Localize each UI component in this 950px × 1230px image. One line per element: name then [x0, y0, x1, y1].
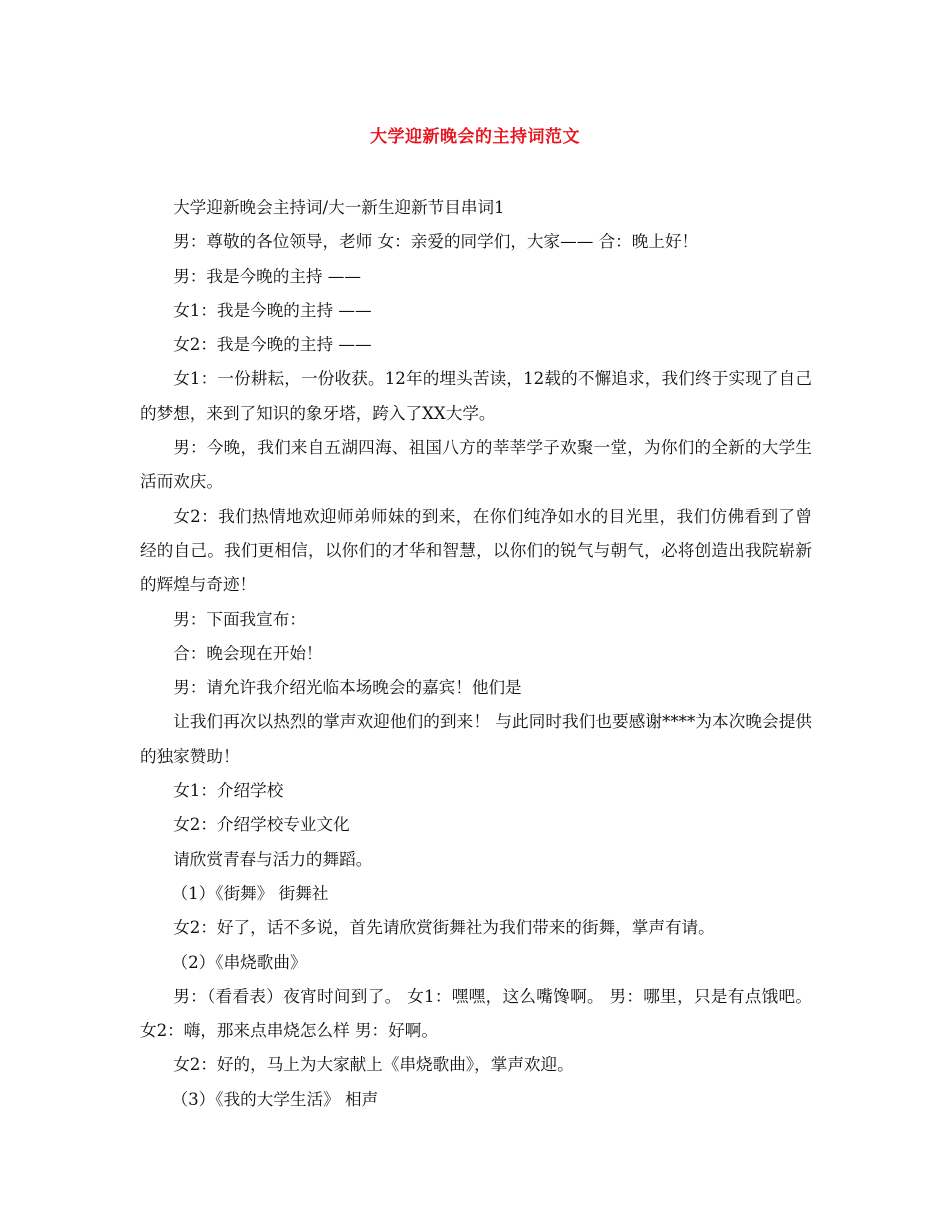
paragraph: 让我们再次以热烈的掌声欢迎他们的到来！ 与此同时我们也要感谢****为本次晚会提供的独家赞助！: [140, 712, 812, 766]
paragraph: 男：（看看表）夜宵时间到了。 女1：嘿嘿，这么嘴馋啊。 男：哪里，只是有点饿吧。 女2：嗨，那来点串烧怎么样 男：好啊。: [140, 986, 812, 1041]
paragraph: 女2：我是今晚的主持 ——: [173, 335, 372, 355]
paragraph: 请欣赏青春与活力的舞蹈。: [173, 849, 373, 869]
paragraph: 男：尊敬的各位领导，老师 女：亲爱的同学们，大家—— 合：晚上好！: [173, 232, 699, 252]
paragraph: 男：我是今晚的主持 ——: [173, 266, 361, 286]
program-item: （1）《街舞》 街舞社: [171, 883, 329, 903]
paragraph: 女2：介绍学校专业文化: [173, 815, 350, 835]
paragraph: 女1：我是今晚的主持 ——: [173, 300, 372, 320]
paragraph: 男：今晚，我们来自五湖四海、祖国八方的莘莘学子欢聚一堂，为你们的全新的大学生活而欢庆。: [140, 438, 812, 492]
document-body: [140, 191, 812, 1117]
paragraph: 女1：一份耕耘，一份收获。12年的埋头苦读，12载的不懈追求，我们终于实现了自己的梦想，来到了知识的象牙塔，跨入了XX大学。: [140, 369, 812, 423]
program-item: （2）《串烧歌曲》: [171, 952, 307, 972]
program-item: （3）《我的大学生活》 相声: [171, 1089, 379, 1109]
paragraph: 男：下面我宣布：: [173, 609, 306, 629]
paragraph: 女2：好的，马上为大家献上《串烧歌曲》，掌声欢迎。: [173, 1055, 574, 1075]
paragraph: 女2：好了，话不多说，首先请欣赏街舞社为我们带来的街舞，掌声有请。: [173, 918, 715, 938]
paragraph: 男：请允许我介绍光临本场晚会的嘉宾！他们是: [173, 678, 522, 698]
paragraph: 大学迎新晚会主持词/大一新生迎新节目串词1: [173, 198, 505, 217]
paragraph: 合：晚会现在开始！: [173, 643, 323, 663]
paragraph: 女2：我们热情地欢迎师弟师妹的到来，在你们纯净如水的目光里，我们仿佛看到了曾经的自己。我们更相信，以你们的才华和智慧，以你们的锐气与朝气，必将创造出我院崭新的辉煌与奇迹！: [140, 506, 812, 595]
paragraph: 女1：介绍学校: [173, 781, 284, 801]
document-title: 大学迎新晚会的主持词范文: [370, 127, 580, 147]
